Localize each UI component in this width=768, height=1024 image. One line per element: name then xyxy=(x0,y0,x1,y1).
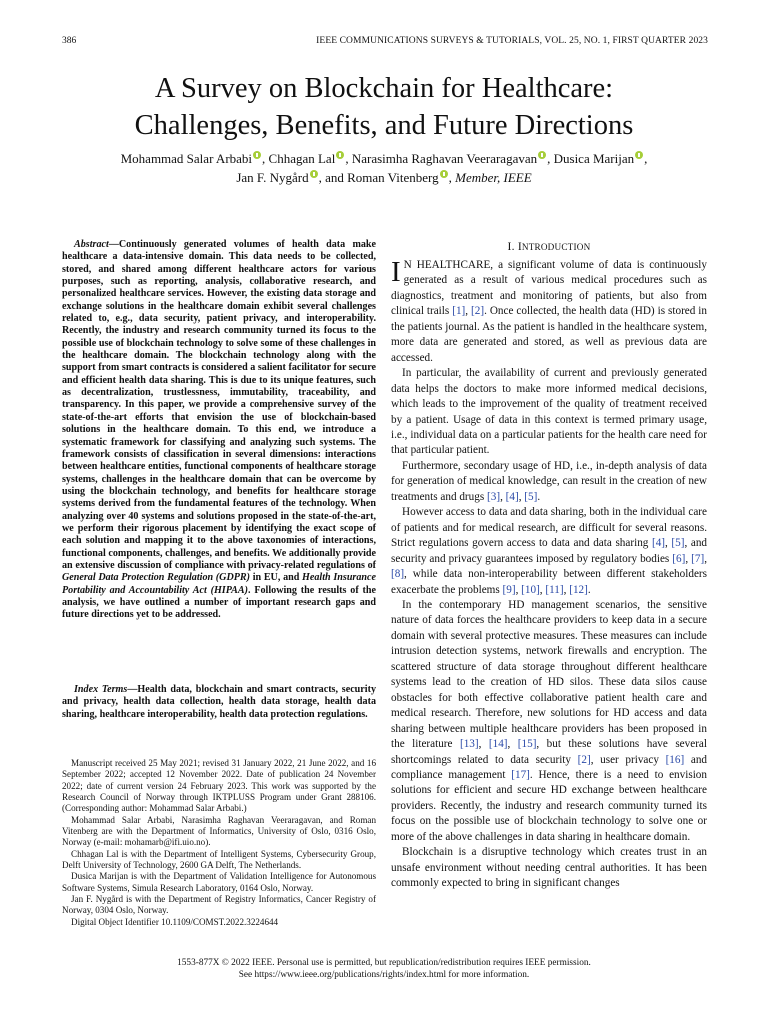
body-text: , while data non-interoperability between different stakeholders exacerbate the problems xyxy=(391,568,707,596)
orcid-icon[interactable] xyxy=(310,170,318,178)
citation-link[interactable]: [3] xyxy=(487,490,501,503)
orcid-icon[interactable] xyxy=(253,151,261,159)
author-separator: , xyxy=(448,170,456,185)
citation-link[interactable]: [11] xyxy=(545,583,564,596)
member-designation: Member, IEEE xyxy=(455,170,532,185)
citation-link[interactable]: [4] xyxy=(505,490,519,503)
copyright-line-2: See https://www.ieee.org/publications/rights/index.html for more information. xyxy=(238,969,530,980)
body-column xyxy=(391,258,707,892)
author-name: , and Roman Vitenberg xyxy=(318,170,439,185)
body-text: , user privacy xyxy=(590,753,666,766)
abstract-text: —Continuously generated volumes of health data make healthcare a data-intensive domain. This data needs to be collected, stored, and shared among different healthcare actors for various purposes, such as reporting, analysis, collaborative research, and personalized healthcare services. However, the existing data storage and exchange solutions in the healthcare domain exhibit several challenges related to, e.g., data security, patient privacy, and interoperability. Recently, the industry and research community turned its focus to the possible use of blockchain technology to solve some of these challenges in the healthcare domain. The blockchain technology along with the support from smart contracts is considered a salient facilitator for secure and efficient health data sharing. This is due to its unique features, such as decentralization, trustlessness, immutability, traceability, and transparency. In this paper, we provide a comprehensive survey of the state-of-the-art efforts that envision the use of blockchain-based solutions in the healthcare domain. To this end, we introduce a systematic framework for classifying and analyzing such systems. The framework consists of classification in several dimensions: interactions between healthcare entities, functional components of healthcare storage systems, challenges in the healthcare domain that can be overcome by using the blockchain technology, and benefits for healthcare storage systems derived from the fundamental features of the technology. When analyzing over 40 systems and solutions proposed in the state-of-the-art, we perform their rigorous placement by identifying the exact scope of each solution and mapping it to the above taxonomies of interactions, functional components, challenges, and benefits. We additionally provide an extensive discussion of compliance with privacy-related regulations of xyxy=(62,239,376,571)
citation-link[interactable]: [1] xyxy=(452,305,466,318)
body-paragraph: In the contemporary HD management scenarios, the sensitive nature of data forces the healthcare providers to keep data in a secure domain with several protective measures. These measures can include intrusion detection systems, network firewalls and encryption. The scattered structure of data storage throughout different healthcare systems lead to the creation of HD silos. These data silos cause obstacles for both effective collaborative patient health care and medical research. Therefore, new solutions for HD access and data sharing between multiple healthcare providers has been proposed in the literature [13], [14], [15], but these solutions have several shortcomings related to data security [2], user privacy [16] and compliance management [17]. Hence, there is a need to envision solutions for efficient and secure HD exchange between healthcare providers. Recently, the industry and research community turned its focus on the possible use of blockchain technology to solve one or more of the above challenges in data sharing in healthcare domain. xyxy=(391,598,708,843)
body-text: Furthermore, secondary usage of HD, i.e., in-depth analysis of data for generation of medical knowledge, can result in the creation of new treatments and drugs xyxy=(391,459,707,503)
footnote-paragraph: Digital Object Identifier 10.1109/COMST.2022.3224644 xyxy=(71,916,279,927)
first-page-footnote xyxy=(62,758,376,928)
index-terms xyxy=(62,684,376,721)
citation-link[interactable]: [10] xyxy=(521,583,540,596)
citation-link[interactable]: [5] xyxy=(671,537,685,550)
citation-link[interactable]: [13] xyxy=(459,738,479,751)
citation-link[interactable]: [2] xyxy=(577,753,591,766)
orcid-icon[interactable] xyxy=(538,151,546,159)
author-list xyxy=(0,149,768,187)
index-terms-text: —Health data, blockchain and smart contracts, security and privacy, health data collection, health data storage, health data sharing, healthcare interoperability, health data protection regulations. xyxy=(62,684,376,720)
body-text: . Hence, there is a need to envision solutions for efficient and secure HD exchange between healthcare providers. Recently, the industry and research community turned its focus on the possible use of blockchain technology to solve one or more of the above challenges in data sharing in healthcare domain. xyxy=(391,768,707,843)
section-heading xyxy=(391,240,707,253)
section-title-rest: NTRODUCTION xyxy=(521,242,591,252)
author-line-1 xyxy=(0,149,768,168)
citation-link[interactable]: [4] xyxy=(651,537,666,550)
index-terms-label: Index Terms xyxy=(74,684,128,695)
body-text: However access to data and data sharing, both in the individual care of patients and for medical research, are difficult for several reasons. Strict regulations govern access to data and data sharing xyxy=(391,506,707,550)
citation-link[interactable]: [17] xyxy=(511,768,530,781)
copyright-line-1: 1553-877X © 2022 IEEE. Personal use is permitted, but republication/redistribution requires IEEE permission. xyxy=(177,958,591,968)
citation-link[interactable]: [5] xyxy=(524,490,538,503)
footnote-paragraph: Dusica Marijan is with the Department of Validation Intelligence for Autonomous Software Systems, Simula Research Laboratory, 0164 Oslo, Norway. xyxy=(62,871,376,893)
citation-link[interactable]: [7] xyxy=(691,552,705,565)
orcid-icon[interactable] xyxy=(440,170,448,178)
copyright-notice xyxy=(0,958,768,981)
citation-link[interactable]: [2] xyxy=(471,305,485,318)
citation-link[interactable]: [9] xyxy=(502,583,516,596)
body-paragraph: Furthermore, secondary usage of HD, i.e., in-depth analysis of data for generation of medical knowledge, can result in the creation of new treatments and drugs [3], [4], [5]. xyxy=(391,459,707,503)
abstract-text: . Following the results of the analysis, we have outlined a number of important research gaps and future directions yet to be addressed. xyxy=(62,584,376,621)
abstract-text: in EU, and xyxy=(250,572,303,584)
citation-link[interactable]: [16] xyxy=(665,753,685,766)
body-text: . Once collected, the health data (HD) is stored in the patients journal. As the patient is handled in the healthcare system, more data are generated and stored, as well as previous data are accessed. xyxy=(391,305,708,364)
citation-link[interactable]: [6] xyxy=(672,552,686,565)
author-separator: , xyxy=(644,151,648,166)
body-text: , xyxy=(465,305,472,318)
author-name: , Chhagan Lal xyxy=(262,151,336,166)
footnote-paragraph: Chhagan Lal is with the Department of Intelligent Systems, Cybersecurity Group, Delft University of Technology, 2600 GA Delft, The Netherlands. xyxy=(62,848,376,871)
abstract-gdpr: General Data Protection Regulation (GDPR) xyxy=(62,572,250,584)
citation-link[interactable]: [14] xyxy=(488,738,508,751)
author-name: Mohammad Salar Arbabi xyxy=(120,151,253,166)
footnote-paragraph: Mohammad Salar Arbabi, Narasimha Raghavan Veeraragavan, and Roman Vitenberg are with the Department of Informatics, University of Oslo, 0316 Oslo, Norway (e-mail: mohamarb@ifi.uio.no). xyxy=(62,814,376,848)
footnote-paragraph: Jan F. Nygård is with the Department of Registry Informatics, Cancer Registry of Norway, 0304 Oslo, Norway. xyxy=(62,894,376,916)
author-name: , Dusica Marijan xyxy=(547,151,635,166)
body-text: , and security and privacy guarantees imposed by regulatory bodies xyxy=(391,537,708,565)
paper-title xyxy=(0,70,768,144)
body-text: N HEALTHCARE, a significant volume of data is continuously generated as a result of various medical procedures such as diagnostics, treatment and monitoring of patients, but also from clinical trails xyxy=(391,259,707,318)
author-name: , Narasimha Raghavan Veeraragavan xyxy=(345,151,538,166)
section-title-initial: I xyxy=(517,240,522,253)
abstract-label: Abstract xyxy=(74,239,109,250)
body-paragraph xyxy=(391,258,707,366)
body-text: , but these solutions have several shortcomings related to data security xyxy=(391,738,708,766)
abstract xyxy=(62,239,376,622)
body-paragraph: Blockchain is a disruptive technology which creates trust in an unsafe environment without needing central authorities. It has been commonly expected to bring in significant changes xyxy=(391,846,707,890)
citation-link[interactable]: [8] xyxy=(391,568,405,581)
title-line-1: A Survey on Blockchain for Healthcare: xyxy=(154,73,614,104)
orcid-icon[interactable] xyxy=(635,151,643,159)
body-paragraph: In particular, the availability of current and previously generated data helps the doctors to make more informed medical decisions, which leads to the improvement of the quality of treatment received by a patient. Usage of data in this context is termed primary usage, i.e., individual data on a particular patients for the health care need for that particular patient. xyxy=(391,367,707,457)
footnote-paragraph: Manuscript received 25 May 2021; revised 31 January 2022, 21 June 2022, and 16 September 2022; accepted 12 November 2022. Date of publication 24 November 2022; date of current version 24 February 2023. This work was supported by the Research Council of Norway through IKTPLUSS Program under Grant 288106. (Corresponding author: Mohammad Salar Arbabi.) xyxy=(62,758,376,814)
abstract-hipaa: Health Insurance Portability and Accountability Act (HIPAA) xyxy=(62,572,376,596)
orcid-icon[interactable] xyxy=(336,151,344,159)
body-text: and compliance management xyxy=(391,753,708,781)
citation-link[interactable]: [12] xyxy=(569,583,588,596)
author-line-2 xyxy=(0,168,768,187)
body-text: In the contemporary HD management scenarios, the sensitive nature of data forces the healthcare providers to keep data in a secure domain with several protective measures. These measures can include intrusion detection systems, network firewalls and encryption. The scattered structure of data storage throughout different healthcare systems lead to the creation of HD silos. These data silos cause obstacles for both effective collaborative patient health care and medical research. Therefore, new solutions for HD access and data sharing between multiple healthcare providers has been proposed in the literature xyxy=(391,598,707,751)
page-number: 386 xyxy=(62,36,77,46)
title-line-2: Challenges, Benefits, and Future Directions xyxy=(134,110,634,141)
drop-cap: I xyxy=(391,256,401,288)
author-name: Jan F. Nygård xyxy=(236,170,309,185)
journal-header: IEEE COMMUNICATIONS SURVEYS & TUTORIALS, VOL. 25, NO. 1, FIRST QUARTER 2023 xyxy=(316,36,708,46)
citation-link[interactable]: [15] xyxy=(517,738,537,751)
section-number: I. xyxy=(507,240,518,253)
body-paragraph: However access to data and data sharing, both in the individual care of patients and for medical research, are difficult for several reasons. Strict regulations govern access to data and data sharing [4], [5], and security and privacy guarantees imposed by regulatory bodies [6], [7], [8], while data non-interoperability between different stakeholders exacerbate the problems [9], [10], [11], [12]. xyxy=(391,506,708,596)
